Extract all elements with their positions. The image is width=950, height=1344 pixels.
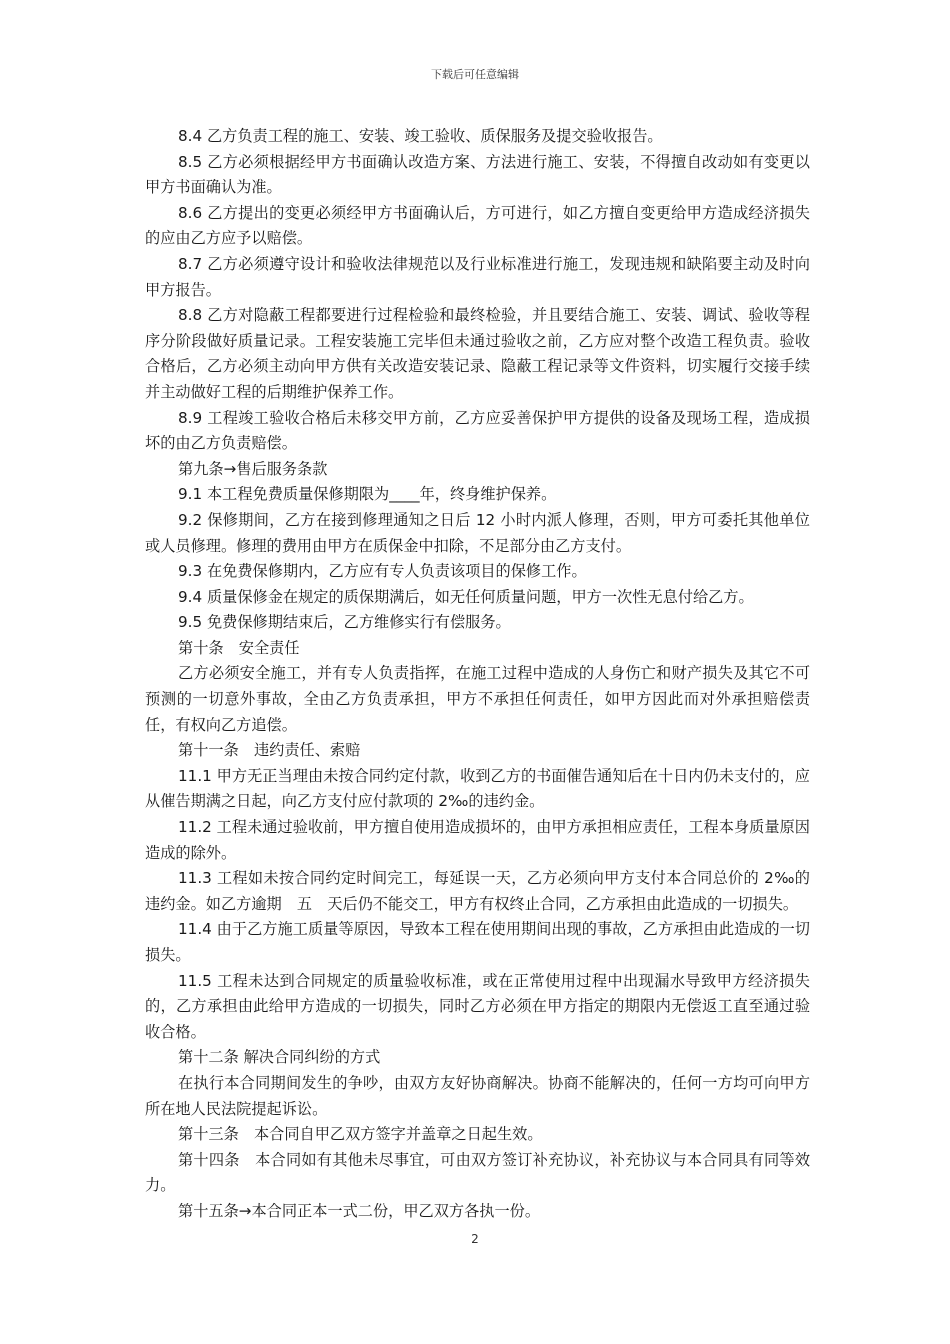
clause-11-5: 11.5 工程未达到合同规定的质量验收标准，或在正常使用过程中出现漏水导致甲方经济损失的，乙方承担由此给甲方造成的一切损失，同时乙方必须在甲方指定的期限内无偿返工直至通过验收合格。 bbox=[145, 971, 810, 1041]
article-12-body: 在执行本合同期间发生的争吵，由双方友好协商解决。协商不能解决的，任何一方均可向甲方所在地人民法院提起诉讼。 bbox=[145, 1073, 810, 1118]
clause-9-2: 9.2 保修期间，乙方在接到修理通知之日后 12 小时内派人修理，否则，甲方可委托其他单位或人员修理。修理的费用由甲方在质保金中扣除，不足部分由乙方支付。 bbox=[145, 510, 810, 555]
article-13: 第十三条 本合同自甲乙双方签字并盖章之日起生效。 bbox=[178, 1125, 543, 1144]
clause-9-5: 9.5 免费保修期结束后，乙方维修实行有偿服务。 bbox=[178, 613, 511, 632]
article-12-heading: 第十二条 解决合同纠纷的方式 bbox=[178, 1048, 381, 1067]
clause-11-1: 11.1 甲方无正当理由未按合同约定付款，收到乙方的书面催告通知后在十日内仍未支付的，应从催告期满之日起，向乙方支付应付款项的 2‰的违约金。 bbox=[145, 766, 810, 811]
clause-8-9: 8.9 工程竣工验收合格后未移交甲方前，乙方应妥善保护甲方提供的设备及现场工程，造成损坏的由乙方负责赔偿。 bbox=[145, 408, 810, 453]
article-10-body: 乙方必须安全施工，并有专人负责指挥，在施工过程中造成的人身伤亡和财产损失及其它不可预测的一切意外事故，全由乙方负责承担，甲方不承担任何责任，如甲方因此而对外承担赔偿责任，有权向乙方追偿。 bbox=[145, 664, 810, 734]
clause-9-3: 9.3 在免费保修期内，乙方应有专人负责该项目的保修工作。 bbox=[178, 562, 587, 581]
article-10-heading: 第十条 安全责任 bbox=[178, 638, 300, 657]
clause-8-4: 8.4 乙方负责工程的施工、安装、竣工验收、质保服务及提交验收报告。 bbox=[178, 127, 663, 145]
clause-11-2: 11.2 工程未通过验收前，甲方擅自使用造成损坏的，由甲方承担相应责任，工程本身质量原因造成的除外。 bbox=[145, 818, 810, 862]
page-header: 下载后可任意编辑 bbox=[431, 68, 519, 81]
article-9-heading: 第九条→售后服务条款 bbox=[178, 459, 328, 478]
article-14: 第十四条 本合同如有其他未尽事宜，可由双方签订补充协议，补充协议与本合同具有同等效力。 bbox=[145, 1150, 810, 1195]
clause-8-8: 8.8 乙方对隐蔽工程都要进行过程检验和最终检验，并且要结合施工、安装、调试、验收等程序分阶段做好质量记录。工程安装施工完毕但未通过验收之前，乙方应对整个改造工程负责。验收合格后，乙方必须主动向甲方供有关改造安装记录、隐蔽工程记录等文件资料，切实履行交接手续并主动做好工程的后期维护保养工作。 bbox=[145, 306, 810, 401]
clause-9-4: 9.4 质量保修金在规定的质保期满后，如无任何质量问题，甲方一次性无息付给乙方。 bbox=[178, 587, 754, 606]
clause-8-7: 8.7 乙方必须遵守设计和验收法律规范以及行业标准进行施工，发现违规和缺陷要主动及时向甲方报告。 bbox=[145, 254, 810, 299]
clause-9-1: 9.1 本工程免费质量保修期限为____年，终身维护保养。 bbox=[178, 485, 557, 504]
article-11-heading: 第十一条 违约责任、索赔 bbox=[178, 741, 361, 760]
article-15: 第十五条→本合同正本一式二份，甲乙双方各执一份。 bbox=[178, 1201, 541, 1220]
clause-11-3: 11.3 工程如未按合同约定时间完工，每延误一天，乙方必须向甲方支付本合同总价的 2‰的违约金。如乙方逾期 五 天后仍不能交工，甲方有权终止合同，乙方承担由此造成的一切损失。 bbox=[145, 869, 810, 913]
clause-8-5: 8.5 乙方必须根据经甲方书面确认改造方案、方法进行施工、安装，不得擅自改动如有变更以甲方书面确认为准。 bbox=[145, 152, 810, 197]
clause-11-4: 11.4 由于乙方施工质量等原因，导致本工程在使用期间出现的事故，乙方承担由此造成的一切损失。 bbox=[145, 920, 810, 964]
document-body bbox=[145, 124, 810, 1225]
clause-8-6: 8.6 乙方提出的变更必须经甲方书面确认后，方可进行，如乙方擅自变更给甲方造成经济损失的应由乙方应予以赔偿。 bbox=[145, 203, 810, 248]
page-number: 2 bbox=[471, 1232, 479, 1246]
